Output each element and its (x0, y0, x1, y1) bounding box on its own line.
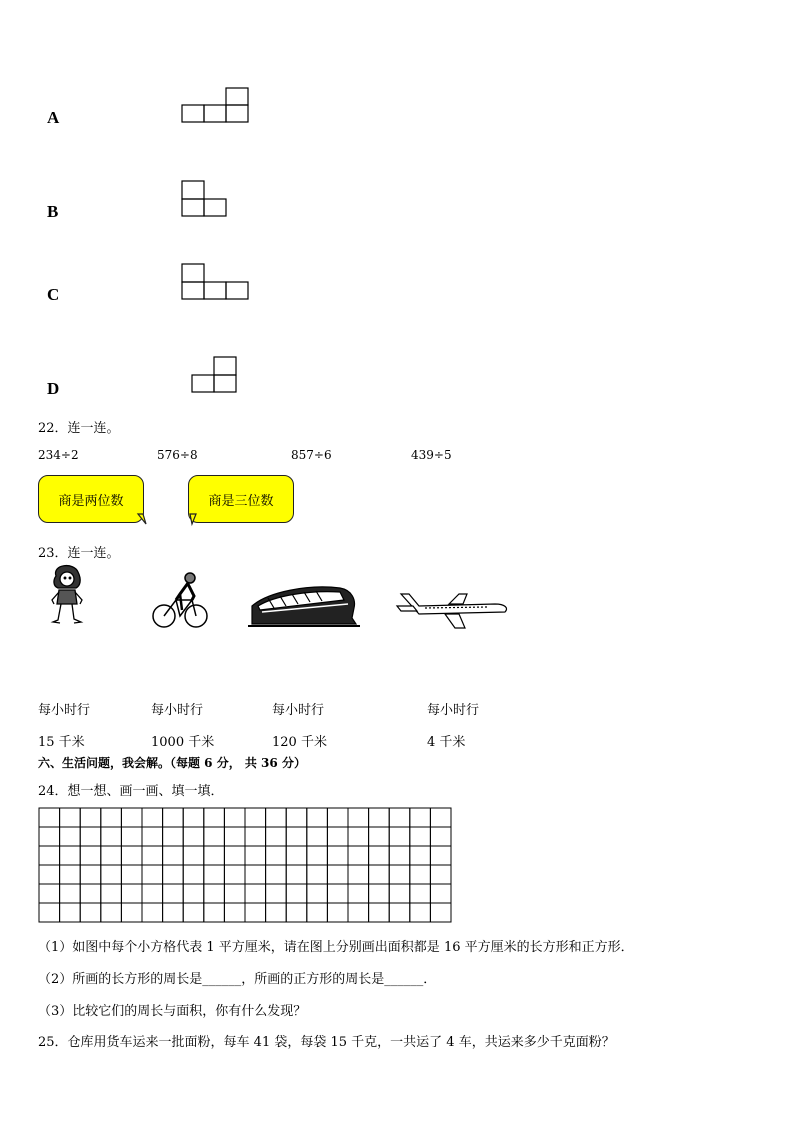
grid-cell[interactable] (80, 827, 101, 846)
grid-cell[interactable] (142, 846, 163, 865)
grid-cell[interactable] (348, 846, 369, 865)
grid-cell[interactable] (286, 808, 307, 827)
speed-label-4: 每小时行 (427, 703, 480, 718)
grid-cell[interactable] (60, 884, 81, 903)
grid-cell[interactable] (80, 903, 101, 922)
bubble-two-digit-quotient[interactable] (38, 475, 144, 523)
grid-cell[interactable] (101, 865, 122, 884)
speed-label-3: 每小时行 (272, 703, 325, 718)
grid-cell[interactable] (348, 827, 369, 846)
grid-cell[interactable] (389, 884, 410, 903)
grid-cell[interactable] (369, 903, 390, 922)
grid-cell[interactable] (389, 903, 410, 922)
grid-cell[interactable] (39, 846, 60, 865)
grid-cell[interactable] (60, 865, 81, 884)
grid-cell[interactable] (286, 846, 307, 865)
bubble-tail-2 (190, 514, 202, 526)
question-25-text: 25．仓库用货车运来一批面粉，每车 41 袋，每袋 15 千克，一共运了 4 车，共运来多少千克面粉？ (38, 1035, 615, 1050)
grid-cell[interactable] (204, 808, 225, 827)
airplane-icon (395, 588, 511, 630)
grid-cell[interactable] (389, 865, 410, 884)
grid-cell[interactable] (224, 865, 245, 884)
expression-1: 234÷2 (38, 448, 79, 462)
grid-cell[interactable] (286, 865, 307, 884)
grid-cell[interactable] (163, 827, 184, 846)
grid-cell[interactable] (266, 903, 287, 922)
speed-value-3: 120 千米 (272, 735, 327, 750)
speed-label-2: 每小时行 (151, 703, 204, 718)
grid-cell[interactable] (410, 827, 431, 846)
grid-cell[interactable] (410, 846, 431, 865)
question-22-title: 22．连一连。 (38, 421, 120, 436)
grid-cell[interactable] (348, 808, 369, 827)
grid-cell[interactable] (224, 846, 245, 865)
option-c-label: C (47, 285, 60, 304)
grid-cell[interactable] (224, 808, 245, 827)
grid-cell[interactable] (266, 846, 287, 865)
grid-cell[interactable] (121, 827, 142, 846)
grid-cell[interactable] (327, 903, 348, 922)
grid-cell[interactable] (430, 865, 451, 884)
grid-cell[interactable] (142, 865, 163, 884)
grid-cell[interactable] (39, 808, 60, 827)
grid-cell[interactable] (245, 865, 266, 884)
grid-cell[interactable] (266, 827, 287, 846)
grid-cell[interactable] (430, 903, 451, 922)
option-b-label: B (47, 202, 59, 221)
bubble-three-digit-label: 商是三位数 (208, 493, 274, 509)
grid-cell[interactable] (163, 846, 184, 865)
grid-cell[interactable] (60, 808, 81, 827)
expression-4: 439÷5 (411, 448, 452, 462)
speed-value-2: 1000 千米 (151, 735, 215, 750)
grid-cell[interactable] (286, 884, 307, 903)
grid-cell[interactable] (410, 903, 431, 922)
option-b-figure (181, 180, 229, 218)
grid-cell[interactable] (101, 903, 122, 922)
grid-cell[interactable] (327, 808, 348, 827)
grid-cell[interactable] (245, 884, 266, 903)
grid-cell[interactable] (183, 827, 204, 846)
expression-2: 576÷8 (157, 448, 198, 462)
grid-cell[interactable] (204, 884, 225, 903)
grid-cell[interactable] (101, 808, 122, 827)
grid-cell[interactable] (369, 846, 390, 865)
square-grid[interactable] (38, 807, 452, 923)
grid-cell[interactable] (60, 846, 81, 865)
grid-cell[interactable] (121, 808, 142, 827)
grid-cell[interactable] (39, 827, 60, 846)
bubble-two-digit-label: 商是两位数 (58, 493, 124, 509)
grid-cell[interactable] (266, 865, 287, 884)
grid-cell[interactable] (327, 827, 348, 846)
grid-cell[interactable] (266, 808, 287, 827)
grid-cell[interactable] (430, 827, 451, 846)
question-24-part-2: （2）所画的长方形的周长是______，所画的正方形的周长是______． (38, 972, 437, 987)
grid-cell[interactable] (80, 865, 101, 884)
grid-cell[interactable] (142, 827, 163, 846)
question-24-title: 24．想一想、画一画、填一填． (38, 784, 224, 799)
grid-cell[interactable] (245, 846, 266, 865)
grid-cell[interactable] (183, 884, 204, 903)
grid-cell[interactable] (430, 846, 451, 865)
grid-cell[interactable] (224, 827, 245, 846)
grid-cell[interactable] (121, 903, 142, 922)
grid-cell[interactable] (80, 808, 101, 827)
question-24-part-1: （1）如图中每个小方格代表 1 平方厘米，请在图上分别画出面积都是 16 平方厘米的长方形和正方形． (38, 940, 634, 955)
option-a-label: A (47, 108, 60, 127)
grid-cell[interactable] (307, 808, 328, 827)
train-icon (248, 582, 360, 628)
grid-cell[interactable] (327, 884, 348, 903)
bubble-tail-1 (138, 514, 150, 526)
grid-cell[interactable] (163, 865, 184, 884)
grid-cell[interactable] (60, 827, 81, 846)
grid-cell[interactable] (204, 903, 225, 922)
grid-cell[interactable] (389, 846, 410, 865)
grid-cell[interactable] (224, 903, 245, 922)
grid-cell[interactable] (245, 808, 266, 827)
grid-cell[interactable] (39, 865, 60, 884)
grid-cell[interactable] (163, 903, 184, 922)
speed-label-1: 每小时行 (38, 703, 91, 718)
grid-cell[interactable] (307, 903, 328, 922)
grid-cell[interactable] (183, 846, 204, 865)
grid-cell[interactable] (39, 903, 60, 922)
grid-cell[interactable] (80, 884, 101, 903)
grid-cell[interactable] (348, 903, 369, 922)
grid-cell[interactable] (204, 846, 225, 865)
option-a-figure (181, 87, 251, 125)
grid-cell[interactable] (121, 884, 142, 903)
grid-cell[interactable] (307, 827, 328, 846)
grid-cell[interactable] (60, 903, 81, 922)
grid-cell[interactable] (245, 903, 266, 922)
grid-cell[interactable] (369, 865, 390, 884)
grid-cell[interactable] (410, 884, 431, 903)
speed-value-1: 15 千米 (38, 735, 85, 750)
grid-cell[interactable] (307, 846, 328, 865)
grid-cell[interactable] (204, 865, 225, 884)
question-24-part-3: （3）比较它们的周长与面积，你有什么发现？ (38, 1004, 307, 1019)
grid-cell[interactable] (142, 808, 163, 827)
grid-cell[interactable] (327, 865, 348, 884)
grid-cell[interactable] (142, 884, 163, 903)
grid-cell[interactable] (266, 884, 287, 903)
grid-cell[interactable] (39, 884, 60, 903)
grid-cell[interactable] (204, 827, 225, 846)
grid-cell[interactable] (369, 808, 390, 827)
grid-cell[interactable] (101, 846, 122, 865)
grid-cell[interactable] (224, 884, 245, 903)
grid-cell[interactable] (286, 903, 307, 922)
grid-cell[interactable] (183, 903, 204, 922)
grid-cell[interactable] (80, 846, 101, 865)
grid-cell[interactable] (410, 808, 431, 827)
girl-walking-icon (44, 562, 90, 628)
grid-cell[interactable] (163, 884, 184, 903)
cyclist-icon (150, 570, 210, 630)
option-d-figure (191, 356, 239, 394)
grid-cell[interactable] (369, 827, 390, 846)
grid-cell[interactable] (348, 865, 369, 884)
option-d-label: D (47, 379, 60, 398)
grid-cell[interactable] (389, 827, 410, 846)
grid-cell[interactable] (121, 865, 142, 884)
expression-3: 857÷6 (291, 448, 332, 462)
grid-cell[interactable] (183, 865, 204, 884)
grid-cell[interactable] (369, 884, 390, 903)
grid-cell[interactable] (327, 846, 348, 865)
grid-cell[interactable] (121, 846, 142, 865)
grid-cell[interactable] (245, 827, 266, 846)
grid-cell[interactable] (307, 884, 328, 903)
grid-cell[interactable] (286, 827, 307, 846)
grid-cell[interactable] (307, 865, 328, 884)
option-c-figure (181, 263, 251, 301)
grid-cell[interactable] (430, 808, 451, 827)
grid-cell[interactable] (101, 827, 122, 846)
grid-cell[interactable] (389, 808, 410, 827)
grid-cell[interactable] (430, 884, 451, 903)
grid-cell[interactable] (410, 865, 431, 884)
grid-cell[interactable] (142, 903, 163, 922)
section-6-heading: 六、生活问题，我会解。（每题 6 分， 共 36 分） (38, 756, 306, 770)
bubble-three-digit-quotient[interactable] (188, 475, 294, 523)
grid-cell[interactable] (163, 808, 184, 827)
speed-value-4: 4 千米 (427, 735, 466, 750)
grid-cell[interactable] (183, 808, 204, 827)
question-23-title: 23．连一连。 (38, 546, 120, 561)
grid-cell[interactable] (101, 884, 122, 903)
grid-cell[interactable] (348, 884, 369, 903)
